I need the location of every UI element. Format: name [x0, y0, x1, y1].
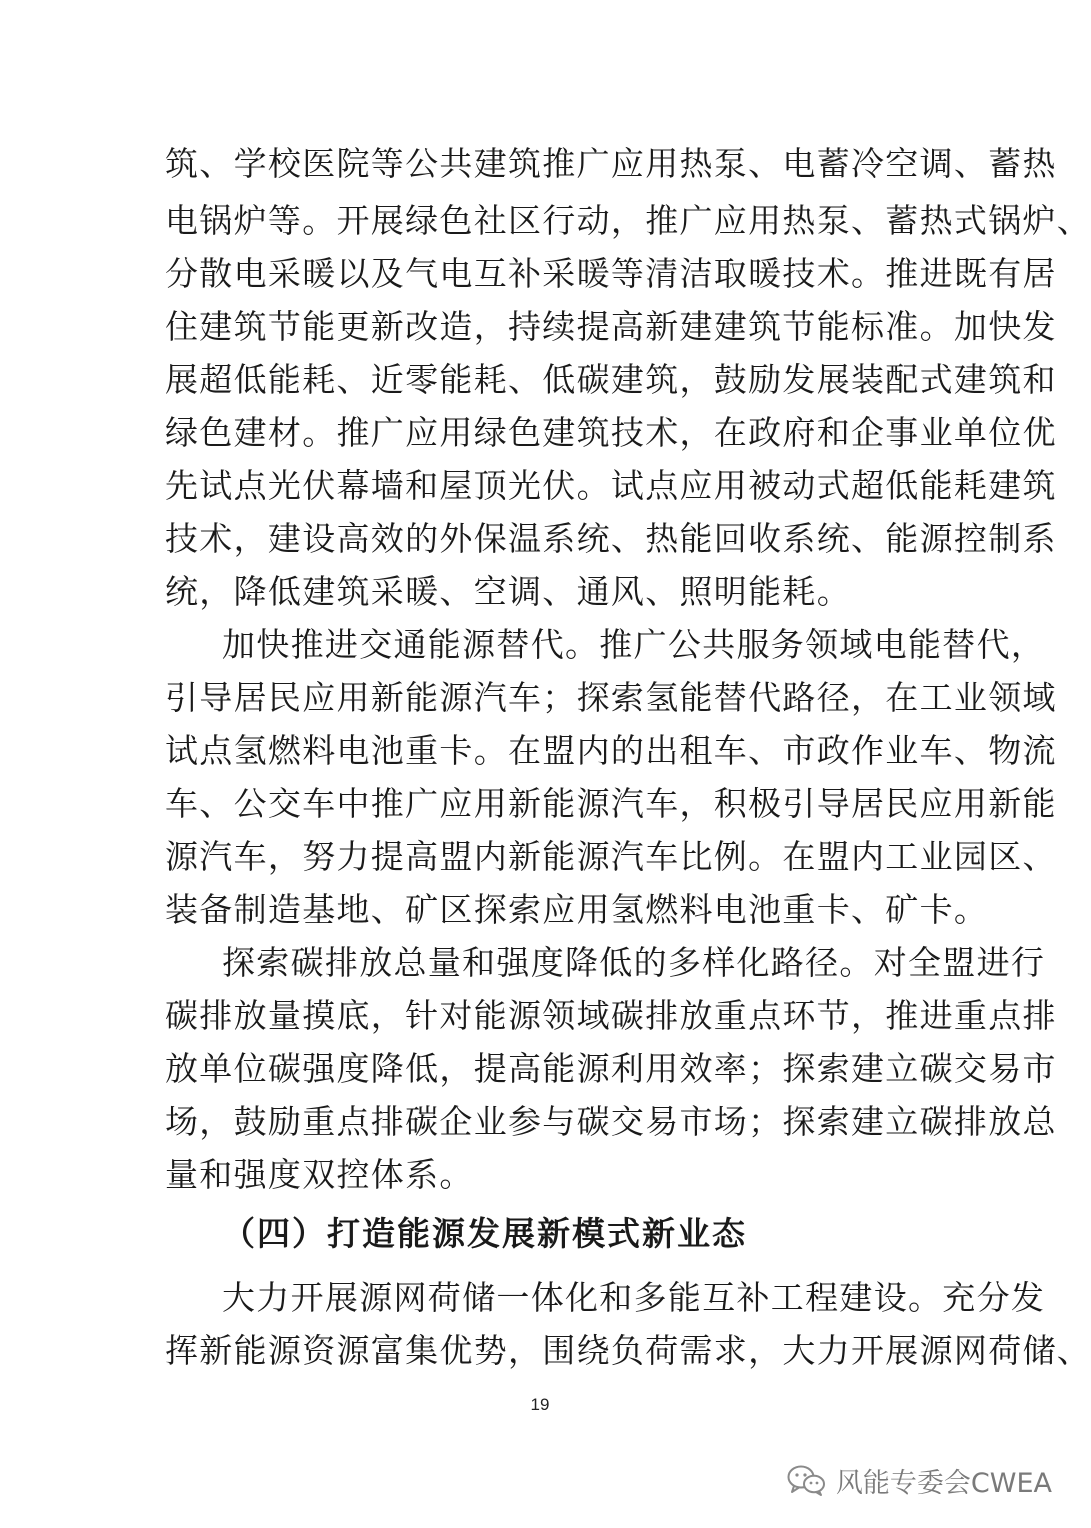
text-line: 装备制造基地、矿区探索应用氢燃料电池重卡、矿卡。: [165, 890, 989, 929]
text-line: 碳排放量摸底，针对能源领域碳排放重点环节，推进重点排: [165, 996, 1057, 1035]
text-line: 探索碳排放总量和强度降低的多样化路径。对全盟进行: [222, 943, 1046, 982]
text-line: 大力开展源网荷储一体化和多能互补工程建设。充分发: [222, 1278, 1046, 1317]
text-line: 放单位碳强度降低，提高能源利用效率；探索建立碳交易市: [165, 1049, 1057, 1088]
text-line: 先试点光伏幕墙和屋顶光伏。试点应用被动式超低能耗建筑: [165, 466, 1057, 505]
text-line: 展超低能耗、近零能耗、低碳建筑，鼓励发展装配式建筑和: [165, 360, 1057, 399]
text-line: 筑、学校医院等公共建筑推广应用热泵、电蓄冷空调、蓄热: [165, 144, 1057, 183]
wechat-icon: [786, 1463, 826, 1497]
text-line: 电锅炉等。开展绿色社区行动，推广应用热泵、蓄热式锅炉、: [165, 201, 1091, 240]
text-line: 量和强度双控体系。: [165, 1155, 474, 1194]
text-line: 住建筑节能更新改造，持续提高新建建筑节能标准。加快发: [165, 307, 1057, 346]
text-line: 源汽车，努力提高盟内新能源汽车比例。在盟内工业园区、: [165, 837, 1057, 876]
text-line: 加快推进交通能源替代。推广公共服务领域电能替代，: [222, 625, 1046, 664]
watermark: [786, 1458, 1052, 1502]
text-line: 技术，建设高效的外保温系统、热能回收系统、能源控制系: [165, 519, 1057, 558]
text-line: 统，降低建筑采暖、空调、通风、照明能耗。: [165, 572, 851, 611]
watermark-text: 风能专委会CWEA: [835, 1467, 1052, 1499]
text-line: 场，鼓励重点排碳企业参与碳交易市场；探索建立碳排放总: [165, 1102, 1057, 1141]
text-line: 引导居民应用新能源汽车；探索氢能替代路径，在工业领域: [165, 678, 1057, 717]
text-line: 绿色建材。推广应用绿色建筑技术，在政府和企事业单位优: [165, 413, 1057, 452]
text-line: 车、公交车中推广应用新能源汽车，积极引导居民应用新能: [165, 784, 1057, 823]
text-line: 试点氢燃料电池重卡。在盟内的出租车、市政作业车、物流: [165, 731, 1057, 770]
section-heading: （四）打造能源发展新模式新业态: [222, 1214, 747, 1253]
page-number: 19: [530, 1395, 550, 1414]
text-line: 分散电采暖以及气电互补采暖等清洁取暖技术。推进既有居: [165, 254, 1057, 293]
text-line: 挥新能源资源富集优势，围绕负荷需求，大力开展源网荷储、: [165, 1331, 1091, 1370]
